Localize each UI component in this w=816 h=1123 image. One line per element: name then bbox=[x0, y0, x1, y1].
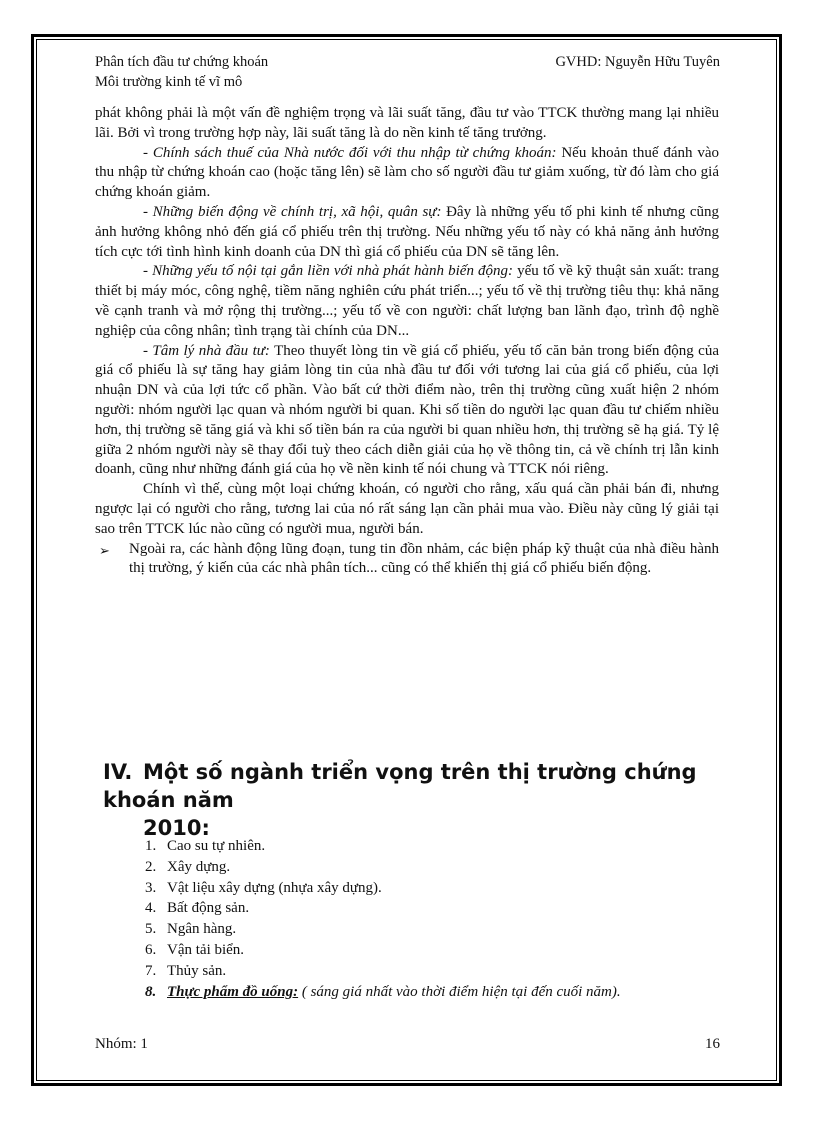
section-title-line1: Một số ngành triển vọng trên thị trường chứng khoán năm bbox=[103, 760, 697, 812]
paragraph-title: - Chính sách thuế của Nhà nước đối với thu nhập từ chứng khoán: bbox=[143, 144, 557, 161]
bullet-item bbox=[95, 540, 719, 580]
body-text bbox=[95, 104, 719, 579]
paragraph-body: yếu tố về kỹ thuật sản xuất: trang thiết bị máy móc, công nghệ, tiềm năng nghiên cứu phát triển...; yếu tố về thị trường tiêu thụ: khả năng về cạnh tranh và mở rộng thị trường...; yếu tố về con người: chất lượng ban lãnh đạo, trình độ nghề nghiệp của công nhân; tình trạng tài chính của DN... bbox=[95, 263, 719, 339]
list-item bbox=[145, 857, 725, 878]
list-item bbox=[145, 961, 725, 982]
paragraph-body: Theo thuyết lòng tin về giá cổ phiếu, yếu tố căn bản trong biến động của giá cổ phiếu là sự tăng hay giảm lòng tin của nhà đầu tư đối với tương lai của giá cổ phiếu, của lợi nhuận DN và của lợi tức cổ phần. Vào bất cứ thời điểm nào, trên thị trường cũng xuất hiện 2 nhóm người: nhóm người lạc quan và nhóm người bi quan. Khi số tiền do người lạc quan đầu tư chiếm nhiều hơn, thị trường sẽ tăng giá và khi số tiền bán ra của người bi quan nhiều hơn, thị trường sẽ hạ giá. Tỷ lệ giữa 2 nhóm người này sẽ thay đổi tuỳ theo cách diễn giải của họ về thông tin, cả về chính trị lẫn kinh doanh, cũng như những đánh giá của họ về nền kinh tế nói chung và TTCK nói riêng. bbox=[95, 342, 719, 478]
list-item-text: Ngân hàng. bbox=[167, 921, 237, 938]
paragraph-title: - Những biến động về chính trị, xã hội, quân sự: bbox=[143, 203, 442, 220]
list-item-text: Vận tải biển. bbox=[167, 941, 245, 958]
list-item-number: 6. bbox=[145, 941, 157, 958]
section-number: IV. bbox=[103, 760, 133, 784]
list-item-text: Xây dựng. bbox=[167, 858, 231, 875]
paragraph-internal-factors bbox=[95, 262, 719, 341]
list-item bbox=[145, 836, 725, 857]
list-item-text: Bất động sản. bbox=[167, 900, 250, 917]
list-item bbox=[145, 940, 725, 961]
header-instructor: GVHD: Nguyễn Hữu Tuyên bbox=[555, 54, 720, 70]
list-item bbox=[145, 919, 725, 940]
list-item-number: 5. bbox=[145, 921, 157, 938]
list-item-number: 8. bbox=[145, 983, 157, 1000]
paragraph-1: phát không phải là một vấn đề nghiệm trọng và lãi suất tăng, đầu tư vào TTCK thường mang lại nhiều lãi. Bởi vì trong trường hợp này, lãi suất tăng là do nền kinh tế tăng trưởng. bbox=[95, 105, 719, 141]
list-item-text: Vật liệu xây dựng (nhựa xây dựng). bbox=[167, 879, 382, 896]
section-title-line2: 2010: bbox=[143, 816, 210, 840]
paragraph-title: - Những yếu tố nội tại gắn liền với nhà phát hành biến động: bbox=[143, 263, 514, 280]
header-chapter-title: Môi trường kinh tế vĩ mô bbox=[95, 74, 243, 90]
bullet-text: Ngoài ra, các hành động lũng đoạn, tung tin đồn nhảm, các biện pháp kỹ thuật của nhà điều hành thị trường, ý kiến của các nhà phân tích... cũng có thể khiến thị giá cổ phiếu biến động. bbox=[129, 540, 719, 577]
paragraph-tax-policy bbox=[95, 144, 719, 203]
paragraph-title: - Tâm lý nhà đầu tư: bbox=[143, 342, 270, 359]
paragraph-investor-psychology bbox=[95, 342, 719, 481]
arrow-bullet-icon: ➢ bbox=[99, 542, 110, 558]
header-course-title: Phân tích đầu tư chứng khoán bbox=[95, 54, 269, 70]
list-item-number: 7. bbox=[145, 962, 157, 979]
list-item-number: 4. bbox=[145, 900, 157, 917]
section-heading bbox=[103, 758, 723, 842]
list-item-title: Thực phẩm đồ uống: bbox=[167, 983, 299, 1000]
footer-group: Nhóm: 1 bbox=[95, 1036, 148, 1052]
list-item-text: Cao su tự nhiên. bbox=[167, 838, 266, 854]
list-item bbox=[145, 898, 725, 919]
paragraph-body: Nếu khoản thuế đánh vào thu nhập từ chứng khoán cao (hoặc tăng lên) sẽ làm cho số người đầu tư giảm xuống, từ đó làm cho giá chứng khoán giảm. bbox=[95, 144, 719, 201]
list-item-note: ( sáng giá nhất vào thời điểm hiện tại đến cuối năm). bbox=[298, 983, 621, 1000]
list-item bbox=[145, 982, 725, 1003]
paragraph-body: Đây là những yếu tố phi kinh tế nhưng cũng ảnh hưởng không nhỏ đến giá cổ phiếu trên thị trường. Nếu những yếu tố này có khả năng ảnh hưởng tích cực tới tình hình kinh doanh của DN thì giá cổ phiếu của DN sẽ tăng lên. bbox=[95, 203, 719, 260]
list-item-text: Thủy sản. bbox=[167, 962, 227, 979]
list-item-number: 1. bbox=[145, 838, 157, 854]
list-item-number: 2. bbox=[145, 858, 157, 875]
list-item bbox=[145, 878, 725, 899]
page-header bbox=[95, 52, 720, 92]
paragraph-political bbox=[95, 203, 719, 262]
page-number: 16 bbox=[705, 1036, 720, 1052]
page-footer bbox=[95, 1036, 720, 1053]
industry-list bbox=[145, 836, 725, 1002]
paragraph-conclusion: Chính vì thế, cùng một loại chứng khoán, có người cho rằng, xấu quá cần phải bán đi, nhưng ngược lại có người cho rằng, tương lai của nó rất sáng lạn cần phải mua vào. Điều này cũng lý giải tại sao trên TTCK lúc nào cũng có người mua, người bán. bbox=[95, 481, 719, 537]
list-item-number: 3. bbox=[145, 879, 157, 896]
